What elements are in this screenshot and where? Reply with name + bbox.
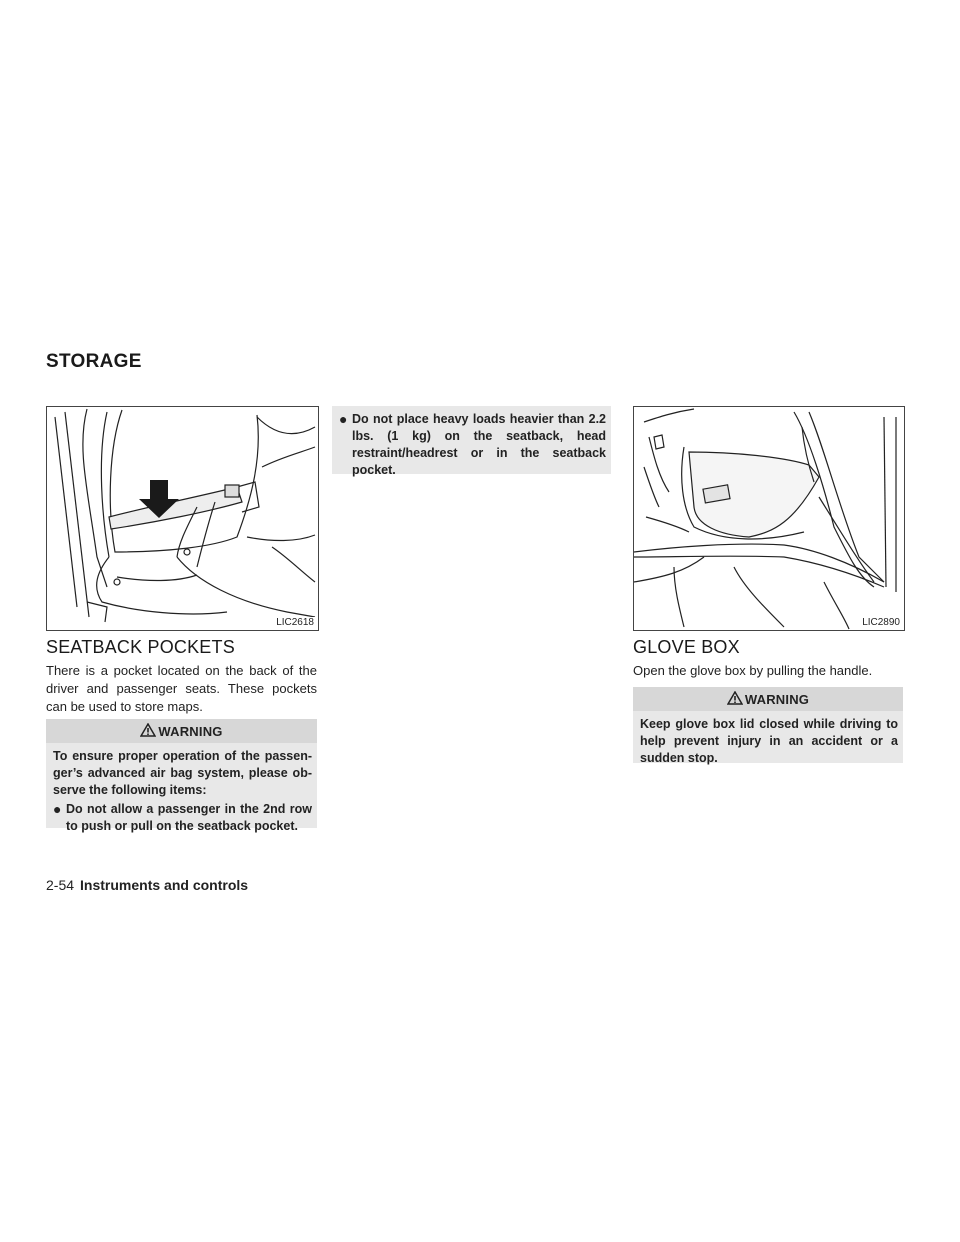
bullet-text: Do not place heavy loads heavier than 2.2 lbs. (1 kg) on the seatback, head restraint/headrest or in the seatback pocket. — [352, 412, 606, 477]
list-item — [53, 801, 312, 835]
warning-triangle-icon — [727, 691, 743, 708]
seatback-warning-title: WARNING — [158, 723, 223, 739]
section-title: STORAGE — [46, 351, 142, 372]
seatback-warning-intro: To ensure proper operation of the passen- ger’s advanced air bag system, please ob- serve the following items: — [53, 749, 312, 797]
glovebox-warning-title: WARNING — [744, 691, 810, 707]
seatback-pockets-body: There is a pocket located on the back of the driver and passenger seats. These pockets can be used to store maps. — [46, 663, 317, 714]
list-item — [339, 411, 606, 479]
page-number: 2-54 — [46, 877, 75, 893]
glove-box-heading: GLOVE BOX — [633, 637, 740, 657]
seatback-warning-body-continued — [332, 406, 611, 477]
glovebox-warning-text: Keep glove box lid closed while driving to help prevent injury in an accident or a sudden stop. — [640, 717, 898, 765]
figure-label-left: LIC2618 — [276, 617, 314, 628]
glove-box-illustration — [633, 406, 905, 631]
chapter-title: Instruments and controls — [80, 877, 249, 893]
seatback-pocket-illustration — [46, 406, 319, 631]
warning-triangle-icon — [140, 723, 156, 740]
seatback-warning-header — [46, 719, 317, 743]
glovebox-warning-header — [633, 687, 903, 711]
figure-label-right: LIC2890 — [862, 617, 900, 628]
page-footer — [46, 877, 248, 893]
glove-box-body: Open the glove box by pulling the handle. — [633, 663, 873, 678]
seatback-pockets-heading: SEATBACK POCKETS — [46, 637, 235, 657]
seatback-warning-body — [46, 743, 317, 833]
bullet-icon: ● — [53, 801, 62, 817]
bullet-icon: ● — [339, 411, 348, 427]
glovebox-warning-body — [633, 711, 903, 763]
bullet-text: Do not allow a passenger in the 2nd row to push or pull on the seatback pocket. — [66, 802, 312, 833]
